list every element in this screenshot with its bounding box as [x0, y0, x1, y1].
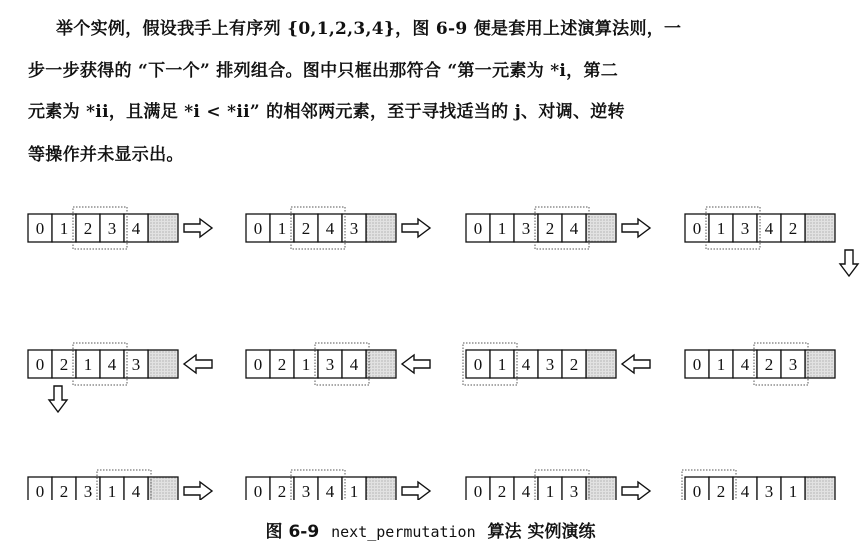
cell-value: 4: [131, 482, 141, 500]
caption-text: 算法 实例演练: [487, 522, 596, 542]
cell-value: 1: [83, 355, 93, 374]
cell-value: 4: [107, 355, 117, 374]
cell-value: 1: [716, 355, 726, 374]
end-cell: [586, 214, 616, 242]
cell-value: 3: [107, 219, 117, 238]
cell-value: 2: [764, 355, 774, 374]
cell-value: 1: [497, 219, 507, 238]
sequence-r2-s1: [28, 343, 178, 385]
caption-number: 6-9: [288, 522, 320, 542]
sequence-r3-s2: [246, 470, 396, 500]
cell-value: 3: [301, 482, 311, 500]
cell-value: 3: [545, 355, 555, 374]
cell-value: 0: [35, 219, 45, 238]
cell-value: 0: [35, 355, 45, 374]
end-cell: [366, 350, 396, 378]
cell-value: 4: [740, 482, 750, 500]
left-arrow-icon: [622, 355, 650, 373]
cell-value: 0: [253, 355, 263, 374]
right-arrow-icon: [402, 219, 430, 237]
cell-value: 1: [716, 219, 726, 238]
cell-value: 0: [473, 355, 483, 374]
cell-value: 2: [497, 482, 507, 500]
cell-value: 0: [473, 219, 483, 238]
cell-value: 3: [521, 219, 531, 238]
cell-value: 3: [325, 355, 335, 374]
end-cell: [148, 477, 178, 500]
right-arrow-icon: [622, 482, 650, 500]
sequence-r3-s1: [28, 470, 178, 500]
cell-value: 2: [83, 219, 93, 238]
cell-value: 1: [59, 219, 69, 238]
cell-value: 2: [569, 355, 579, 374]
right-arrow-icon: [622, 219, 650, 237]
cell-value: 0: [253, 219, 263, 238]
cell-value: 4: [325, 482, 335, 500]
cell-value: 2: [301, 219, 311, 238]
end-cell: [366, 477, 396, 500]
cell-value: 0: [692, 355, 702, 374]
cell-value: 3: [740, 219, 750, 238]
cell-value: 1: [349, 482, 359, 500]
cell-value: 2: [59, 355, 69, 374]
cell-value: 1: [545, 482, 555, 500]
paragraph-line-1: 举个实例，假设我手上有序列 {0,1,2,3,4}，图 6-9 便是套用上述演算法则，一: [56, 19, 682, 39]
end-cell: [805, 214, 835, 242]
right-arrow-icon: [184, 219, 212, 237]
sequence-r3-s3: [466, 470, 616, 500]
cell-value: 1: [277, 219, 287, 238]
cell-value: 4: [131, 219, 141, 238]
paragraph-line-3: 元素为 *ii，且满足 *i < *ii” 的相邻两元素，至于寻找适当的 j、对调、逆转: [28, 102, 625, 122]
cell-value: 0: [253, 482, 263, 500]
cell-value: 4: [349, 355, 359, 374]
down-arrow-icon: [840, 250, 858, 276]
left-arrow-icon: [184, 355, 212, 373]
cell-value: 3: [83, 482, 93, 500]
cell-value: 2: [59, 482, 69, 500]
cell-value: 3: [764, 482, 774, 500]
cell-value: 4: [521, 482, 531, 500]
cell-value: 3: [569, 482, 579, 500]
cell-value: 0: [473, 482, 483, 500]
cell-value: 2: [545, 219, 555, 238]
cell-value: 0: [35, 482, 45, 500]
end-cell: [586, 477, 616, 500]
cell-value: 4: [740, 355, 750, 374]
cell-value: 1: [788, 482, 798, 500]
cell-value: 4: [764, 219, 774, 238]
right-arrow-icon: [402, 482, 430, 500]
sequence-r1-s2: [246, 207, 396, 249]
sequence-r3-s4: [682, 470, 835, 500]
end-cell: [805, 477, 835, 500]
sequence-r1-s3: [466, 207, 616, 249]
cell-value: 2: [788, 219, 798, 238]
cell-value: 4: [521, 355, 531, 374]
cell-value: 0: [692, 482, 702, 500]
caption-prefix: 图: [265, 522, 283, 542]
cell-value: 4: [325, 219, 335, 238]
cell-value: 4: [569, 219, 579, 238]
right-arrow-icon: [184, 482, 212, 500]
down-arrow-icon: [49, 386, 67, 412]
end-cell: [586, 350, 616, 378]
paragraph-line-4: 等操作并未显示出。: [28, 145, 184, 165]
cell-value: 1: [301, 355, 311, 374]
end-cell: [805, 350, 835, 378]
left-arrow-icon: [402, 355, 430, 373]
end-cell: [148, 350, 178, 378]
end-cell: [148, 214, 178, 242]
cell-value: 2: [277, 355, 287, 374]
caption-code: next_permutation: [331, 523, 476, 541]
sequence-r2-s4: [685, 343, 835, 385]
end-cell: [366, 214, 396, 242]
figure-caption: [0, 517, 861, 542]
cell-value: 3: [349, 219, 359, 238]
cell-value: 1: [107, 482, 117, 500]
cell-value: 1: [497, 355, 507, 374]
cell-value: 3: [131, 355, 141, 374]
sequence-r1-s1: [28, 207, 178, 249]
cell-value: 2: [277, 482, 287, 500]
sequence-r2-s3: [463, 343, 616, 385]
paragraph-line-2: 步一步获得的 “下一个” 排列组合。图中只框出那符合 “第一元素为 *i，第二: [28, 61, 619, 81]
cell-value: 0: [692, 219, 702, 238]
cell-value: 2: [716, 482, 726, 500]
sequence-r1-s4: [685, 207, 835, 249]
cell-value: 3: [788, 355, 798, 374]
sequence-r2-s2: [246, 343, 396, 385]
